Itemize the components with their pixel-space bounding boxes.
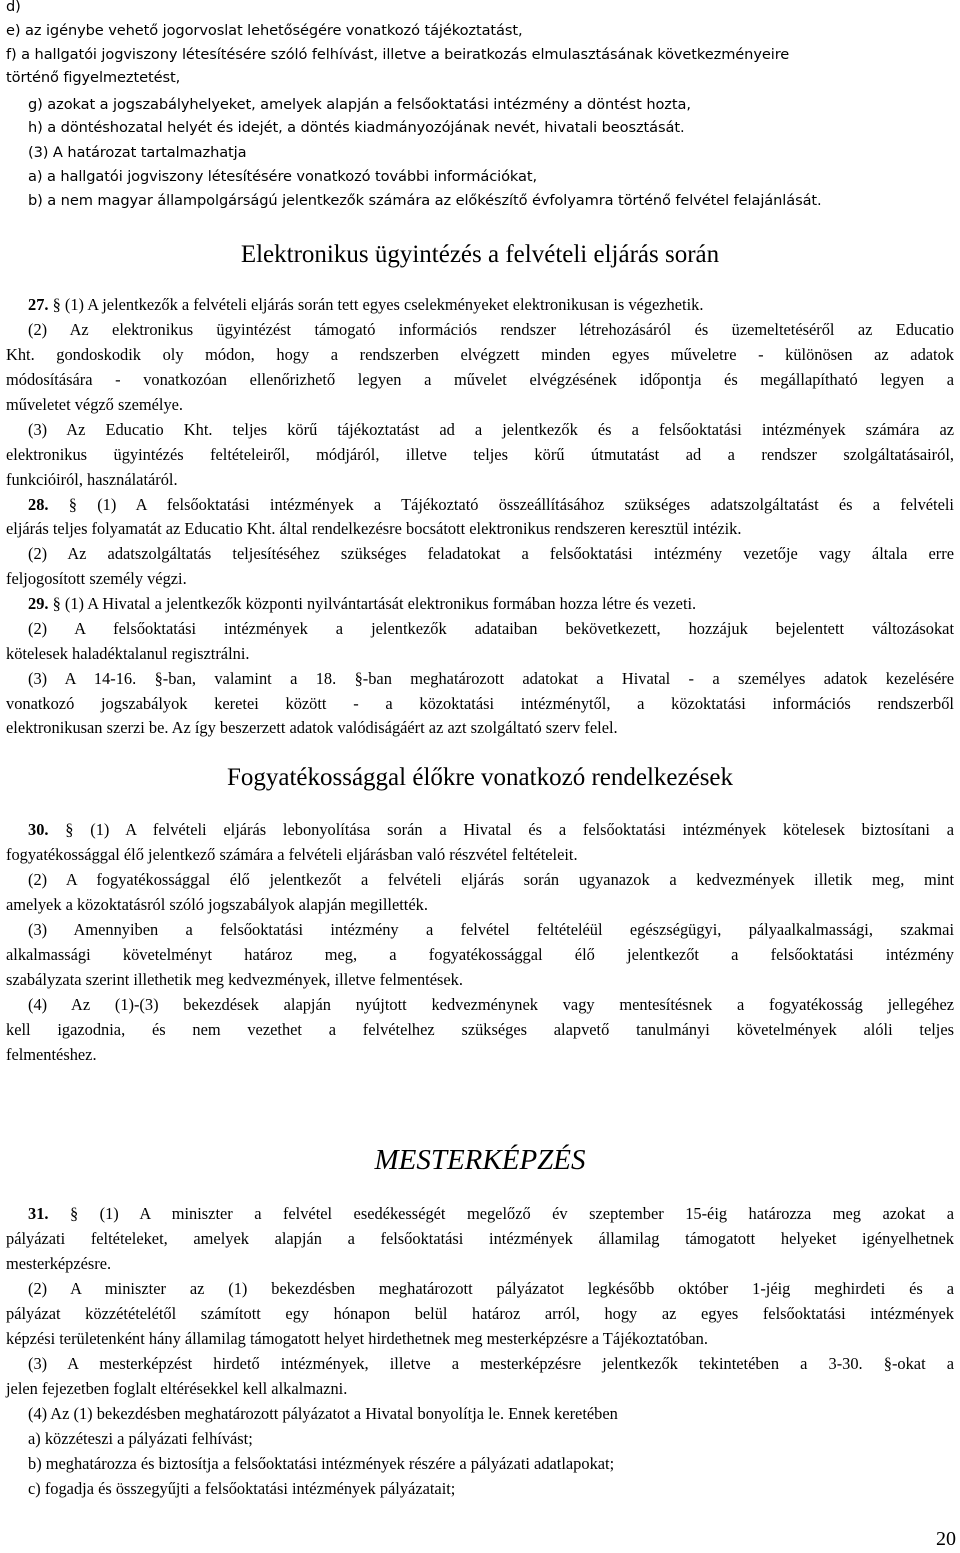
text-line: (3) A határozat tartalmazhatja [28,144,247,161]
paragraph-line: módosítására - vonatkozóan ellenőrizhető legyen a művelet elvégzésének időpontja és megállapítható legyen a [6,370,954,389]
paragraph-line: b) meghatározza és biztosítja a felsőoktatási intézmények részére a pályázati adatlapokat; [28,1454,615,1473]
section-number: 31. [28,1204,49,1223]
section-heading: Elektronikus ügyintézés a felvételi eljárás során [240,241,720,268]
paragraph-line: a) közzéteszi a pályázati felhívást; [28,1429,253,1448]
paragraph-line: (2) Az elektronikus ügyintézést támogató információs rendszer létrehozásáról és üzemeltetéséről az Educatio [28,320,954,339]
paragraph-line: felmentéshez. [6,1045,97,1064]
paragraph-line: (3) A mesterképzést hirdető intézmények, illetve a mesterképzésre jelentkezők tekintetében a 3-30. §-okat a [28,1354,954,1373]
paragraph-line: (4) Az (1)-(3) bekezdések alapján nyújtott kedvezménynek vagy mentesítésnek a fogyatékosság jellegéhez [28,995,954,1014]
paragraph-line: (2) Az adatszolgáltatás teljesítéséhez szükséges feladatokat a felsőoktatási intézmény vezetője vagy általa erre [28,544,954,563]
paragraph-line: Kht. gondoskodik oly módon, hogy a rendszerben elvégzett minden egyes műveletre - különösen az adatok [6,345,954,364]
paragraph-line [6,294,703,315]
paragraph-text: § (1) A jelentkezők a felvételi eljárás során tett egyes cselekményeket elektronikusan is végezhetik. [52,295,704,314]
paragraph-line: műveletet végző személye. [6,395,184,414]
paragraph-line: alkalmassági követelményt határoz meg, a fogyatékossággal élő jelentkezőt a felsőoktatási intézmény [6,945,954,964]
paragraph-line: szabályzata szerint illethetik meg kedvezmények, illetve felmentések. [6,970,463,989]
text-line: a) a hallgatói jogviszony létesítésére vonatkozó további információkat, [28,168,538,185]
paragraph-line: (4) Az (1) bekezdésben meghatározott pályázatot a Hivatal bonyolítja le. Ennek keretében [28,1404,618,1423]
paragraph-line: funkcióiról, használatáról. [6,470,178,489]
text-line: g) azokat a jogszabályhelyeket, amelyek alapján a felsőoktatási intézmény a döntést hozta, [28,96,691,113]
page-number: 20 [936,1528,956,1550]
text-line: történő figyelmeztetést, [6,69,181,86]
section-number: 29. [28,594,49,613]
paragraph-line: (3) Az Educatio Kht. teljes körű tájékoztatást ad a jelentkezők és a felsőoktatási intézmények számára az [28,420,954,439]
text-line: e) az igénybe vehető jogorvoslat lehetőségére vonatkozó tájékoztatást, [6,22,523,39]
text-line: d) [6,0,21,15]
section-number: 27. [28,295,49,314]
paragraph-line: képzési területenként hány államilag támogatott helyet hirdethetnek meg mesterképzésre a Tájékoztatóban. [6,1329,708,1348]
paragraph-line: elektronikus ügyintézés feltételeiről, módjáról, illetve teljes körű útmutatást ad a rendszer szolgáltatásairól, [6,445,954,464]
text-line: b) a nem magyar állampolgárságú jelentkezők számára az előkészítő évfolyamra történő felvétel felajánlását. [28,192,822,209]
paragraph-line: mesterképzésre. [6,1254,112,1273]
paragraph-line: (2) A fogyatékossággal élő jelentkezőt a felvételi eljárás során ugyanazok a kedvezmények illetik meg, mint [28,870,954,889]
paragraph-text: § (1) A Hivatal a jelentkezők központi nyilvántartását elektronikus formában hozza létre és vezeti. [52,594,697,613]
paragraph-line: c) fogadja és összegyűjti a felsőoktatási intézmények pályázatait; [28,1479,456,1498]
paragraph-line: elektronikusan szerzi be. Az így beszerzett adatok valódiságáért az azt szolgáltató szerv felel. [6,718,618,737]
paragraph-line: feljogosított személy végzi. [6,569,187,588]
chapter-heading: MESTERKÉPZÉS [374,1144,586,1176]
paragraph-line [6,1203,954,1224]
paragraph-line [6,819,954,840]
paragraph-line [6,593,696,614]
paragraph-line: jelen fejezetben foglalt eltérésekkel kell alkalmazni. [6,1379,348,1398]
paragraph-line: (2) A felsőoktatási intézmények a jelentkezők adataiban bekövetkezett, hozzájuk bejelentett változásokat [28,619,954,638]
paragraph-text: § (1) A felvételi eljárás lebonyolítása során a Hivatal és a felsőoktatási intézmények kötelesek biztosítani a [65,820,954,839]
section-heading: Fogyatékossággal élőkre vonatkozó rendelkezések [226,764,734,791]
paragraph-line: pályázat közzétételétől számított egy hónapon belül határoz arról, hogy az egyes felsőoktatási intézmények [6,1304,954,1323]
paragraph-line: kötelesek haladéktalanul regisztrálni. [6,644,250,663]
paragraph-text: § (1) A miniszter a felvétel esedékességét megelőző év szeptember 15-éig határozza meg azokat a [69,1204,954,1223]
text-line: h) a döntéshozatal helyét és idejét, a döntés kiadmányozójának nevét, hivatali beosztását. [28,119,685,136]
paragraph-line: eljárás teljes folyamatát az Educatio Kht. által rendelkezésre bocsátott elektronikus rendszeren keresztül intézik. [6,519,742,538]
paragraph-text: § (1) A felsőoktatási intézmények a Tájékoztató összeállításához szükséges adatszolgáltatást és a felvételi [68,495,954,514]
section-number: 28. [28,495,49,514]
paragraph-line: (2) A miniszter az (1) bekezdésben meghatározott pályázatot legkésőbb október 1-jéig meghirdeti és a [28,1279,954,1298]
paragraph-line: vonatkozó jogszabályok keretei között - a közoktatási intézménytől, a közoktatási információs rendszerből [6,694,954,713]
paragraph-line [6,494,954,515]
paragraph-line: amelyek a közoktatásról szóló jogszabályok alapján megillették. [6,895,428,914]
section-number: 30. [28,820,49,839]
paragraph-line: (3) Amennyiben a felsőoktatási intézmény a felvétel feltételéül egészségügyi, pályaalkalmassági, szakmai [28,920,954,939]
paragraph-line: pályázati feltételeket, amelyek alapján a felsőoktatási intézmények államilag támogatott helyeket igényelhetnek [6,1229,954,1248]
text-line: f) a hallgatói jogviszony létesítésére szóló felhívást, illetve a beiratkozás elmulasztásának következményeire [6,46,790,63]
paragraph-line: kell igazodnia, és nem vezethet a felvételhez szükséges alapvető tanulmányi követelmények alóli teljes [6,1020,954,1039]
paragraph-line: fogyatékossággal élő jelentkező számára a felvételi eljárásban való részvétel feltételeit. [6,845,578,864]
paragraph-line: (3) A 14-16. §-ban, valamint a 18. §-ban meghatározott adatokat a Hivatal - a személyes adatok kezelésére [28,669,954,688]
